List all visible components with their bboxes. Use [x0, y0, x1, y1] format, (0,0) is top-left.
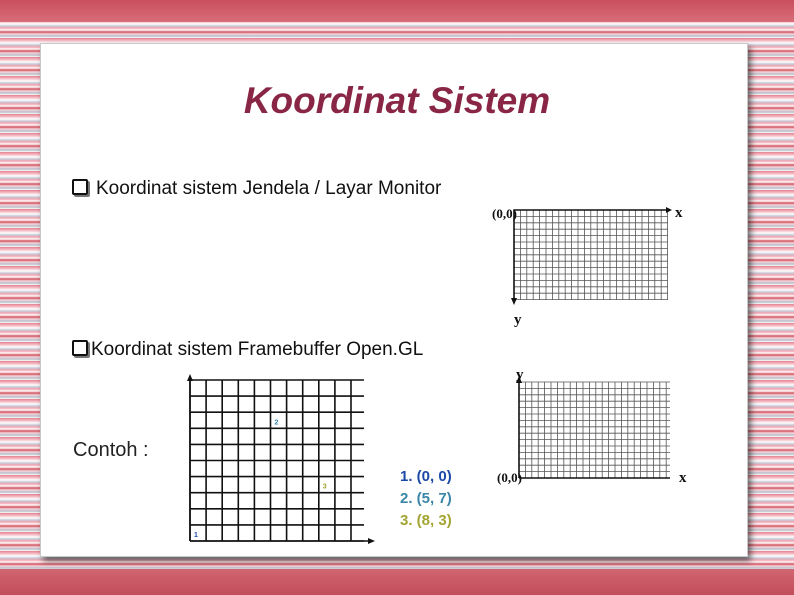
example-grid [180, 370, 380, 548]
slide-title: Koordinat Sistem [243, 80, 551, 121]
point-marker-label: 1 [194, 532, 198, 539]
framebuffer-x-label: x [679, 470, 687, 486]
example-label: Contoh : [73, 439, 149, 461]
window-x-label: x [675, 205, 683, 221]
example-y-arrow-icon [187, 374, 193, 381]
framebuffer-y-label: y [516, 367, 524, 383]
checkbox-bullet-icon [72, 179, 88, 195]
checkbox-bullet-icon [72, 340, 88, 356]
bullet-text: Koordinat sistem Jendela / Layar Monitor [96, 178, 442, 199]
header-band [0, 0, 794, 22]
point-marker-label: 3 [322, 483, 327, 491]
window-y-label: y [514, 312, 522, 328]
example-point-1: 1. (0, 0) [400, 468, 452, 485]
bullet-framebuffer-coordinates [72, 339, 423, 361]
example-point-3: 3. (8, 3) [400, 512, 452, 529]
example-grid-lines [190, 380, 364, 541]
bullet-window-coordinates [72, 178, 441, 200]
bullet-text: Koordinat sistem Framebuffer Open.GL [91, 339, 424, 360]
window-origin-label: (0,0) [492, 206, 517, 221]
example-point-2: 2. (5, 7) [400, 490, 452, 507]
framebuffer-coordinate-grid [492, 368, 692, 490]
example-x-arrow-icon [368, 538, 375, 544]
window-coordinate-grid [486, 200, 686, 330]
framebuffer-origin-label: (0,0) [497, 470, 522, 485]
footer-band [0, 569, 794, 595]
point-marker-label: 2 [274, 419, 279, 427]
